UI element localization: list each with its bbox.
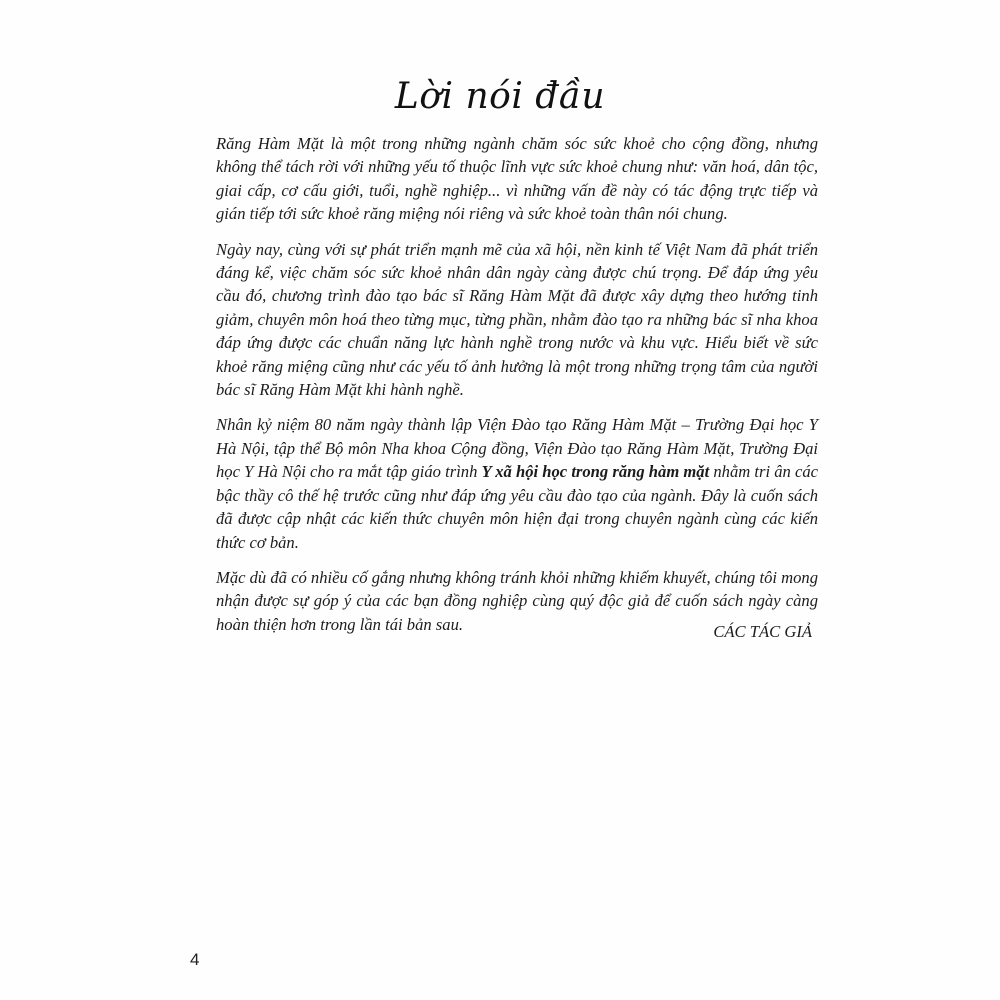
paragraph-2: Ngày nay, cùng với sự phát triển mạnh mẽ của xã hội, nền kinh tế Việt Nam đã phát triển đáng kể, việc chăm sóc sức khoẻ nhân dân ngày càng được chú trọng. Để đáp ứng yêu cầu đó, chương trình đào tạo bác sĩ Răng Hàm Mặt đã được xây dựng theo hướng tinh giảm, chuyên môn hoá theo từng mục, từng phần, nhằm đào tạo ra những bác sĩ nha khoa đáp ứng được các chuẩn năng lực hành nghề trong nước và khu vực. Hiểu biết về sức khoẻ răng miệng cũng như các yếu tố ảnh hưởng là một trong những trọng tâm của người bác sĩ Răng Hàm Mặt khi hành nghề. <box>216 239 818 400</box>
paragraph-3 <box>216 413 818 553</box>
paragraph-3-text-end: nhằm tri ân các bậc thầy cô thế hệ trước cũng như đáp ứng yêu cầu đào tạo của ngành. Đây là cuốn sách đã được cập nhật các kiến thức chuyên môn hiện đại trong chuyên ngành cùng các kiến thức cơ bản. <box>216 462 818 552</box>
page-title: Lời nói đầu <box>394 76 606 117</box>
authors-signature: CÁC TÁC GIẢ <box>713 622 812 641</box>
paragraph-1: Răng Hàm Mặt là một trong những ngành chăm sóc sức khoẻ cho cộng đồng, nhưng không thể tách rời với những yếu tố thuộc lĩnh vực sức khoẻ chung như: văn hoá, dân tộc, giai cấp, cơ cấu giới, tuổi, nghề nghiệp... vì những vấn đề này có tác động trực tiếp và gián tiếp tới sức khoẻ răng miệng nói riêng và sức khoẻ toàn thân nói chung. <box>216 134 818 224</box>
paragraph-3-text-start: Nhân kỷ niệm 80 năm ngày thành lập Viện Đào tạo Răng Hàm Mặt – Trường Đại học Y Hà Nội, tập thể Bộ môn Nha khoa Cộng đồng, Viện Đào tạo Răng Hàm Mặt, Trường Đại học Y Hà Nội cho ra mắt tập giáo trình <box>216 415 818 482</box>
page-number: 4 <box>190 950 200 969</box>
book-title-bold: Y xã hội học trong răng hàm mặt <box>481 462 710 482</box>
preface-body <box>216 132 818 648</box>
paragraph-4: Mặc dù đã có nhiều cố gắng nhưng không tránh khỏi những khiếm khuyết, chúng tôi mong nhận được sự góp ý của các bạn đồng nghiệp cùng quý độc giả để cuốn sách ngày càng hoàn thiện hơn trong lần tái bản sau. <box>216 567 818 634</box>
